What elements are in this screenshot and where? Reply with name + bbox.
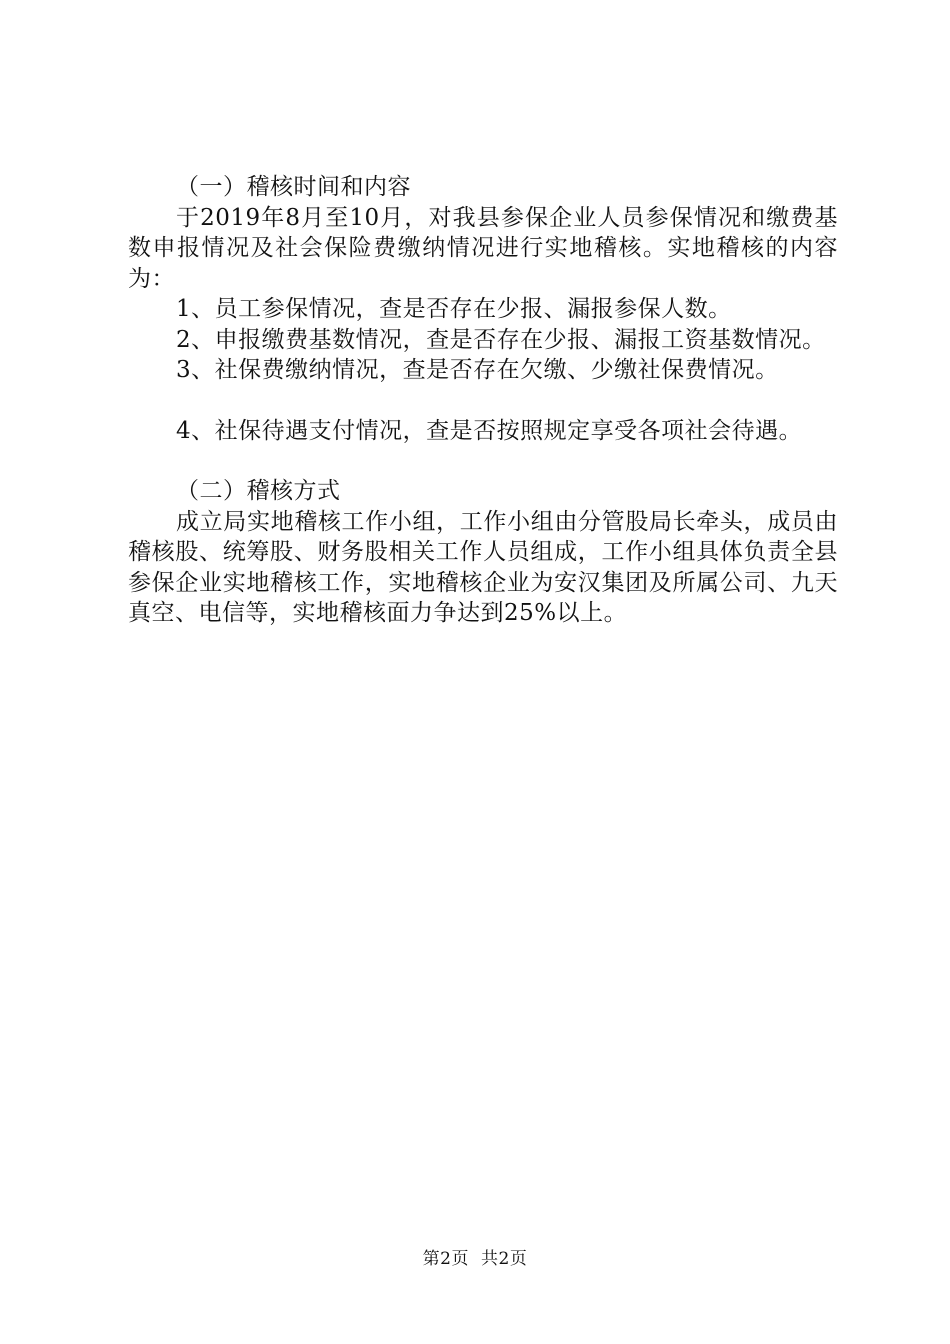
page-number-total: 共2页: [481, 1249, 528, 1269]
paragraph-gap: [128, 386, 838, 416]
page-number-current: 第2页: [422, 1249, 469, 1269]
page-footer: [0, 1244, 950, 1269]
section1-intro: 于2019年8月至10月，对我县参保企业人员参保情况和缴费基数申报情况及社会保险费缴纳情况进行实地稽核。实地稽核的内容为：: [128, 204, 838, 292]
document-body: [128, 172, 838, 629]
list-item-1: 1、员工参保情况，查是否存在少报、漏报参保人数。: [176, 296, 732, 322]
list-item-3: 3、社保费缴纳情况，查是否存在欠缴、少缴社保费情况。: [176, 357, 779, 383]
section2-heading: （二）稽核方式: [176, 478, 341, 504]
list-item-4: 4、社保待遇支付情况，查是否按照规定享受各项社会待遇。: [176, 417, 803, 444]
section1-heading: （一）稽核时间和内容: [176, 174, 411, 200]
list-item-2: 2、申报缴费基数情况，查是否存在少报、漏报工资基数情况。: [176, 326, 826, 353]
paragraph-gap: [128, 446, 838, 476]
section2-body: 成立局实地稽核工作小组，工作小组由分管股局长牵头，成员由稽核股、统筹股、财务股相关工作人员组成，工作小组具体负责全县参保企业实地稽核工作，实地稽核企业为安汉集团及所属公司、九天真空、电信等，实地稽核面力争达到25%以上。: [128, 508, 838, 626]
